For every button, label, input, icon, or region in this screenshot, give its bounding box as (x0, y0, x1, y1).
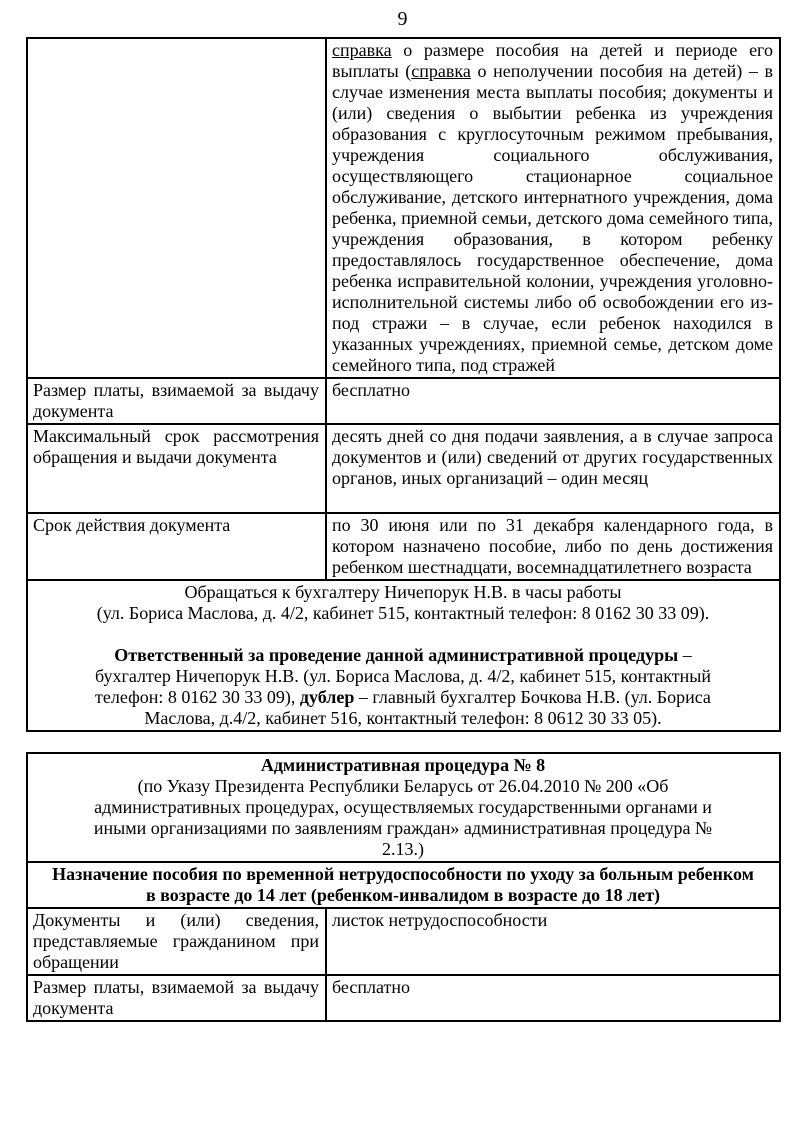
contact-footer-cell (27, 580, 780, 731)
underlined-word: справка (411, 61, 471, 81)
contact-address-line: (ул. Бориса Маслова, д. 4/2, кабинет 515, контактный телефон: 8 0162 30 33 09). (96, 603, 710, 623)
procedure-name: Назначение пособия по временной нетрудоспособности по уходу за больным ребенком в возрасте до 14 лет (ребенком-инвалидом в возрасте до 18 лет) (52, 864, 754, 905)
table-row (27, 424, 780, 513)
row-label-max-term: Максимальный срок рассмотрения обращения и выдачи документа (27, 424, 326, 513)
row-label-validity: Срок действия документа (27, 513, 326, 580)
responsible-label: Ответственный за проведение данной административной процедуры (114, 645, 679, 665)
procedure-7-table (26, 37, 781, 732)
page-number: 9 (397, 8, 408, 30)
table-row (27, 908, 780, 975)
row-value-documents: листок нетрудоспособности (326, 908, 780, 975)
table-row (27, 753, 780, 862)
table-row (27, 513, 780, 580)
row-label-fee: Размер платы, взимаемой за выдачу документа (27, 975, 326, 1021)
blank-line (33, 624, 773, 645)
deputy-label: дублер (299, 687, 355, 707)
table-row (27, 580, 780, 731)
table-row (27, 38, 780, 378)
row-label-fee: Размер платы, взимаемой за выдачу документа (27, 378, 326, 424)
table-row (27, 378, 780, 424)
row-value-fee: бесплатно (326, 975, 780, 1021)
responsible-details: – бухгалтер Ничепорук Н.В. (ул. Бориса Маслова, д. 4/2, кабинет 515, контактный телефон: 8 0162 30 33 09), (95, 645, 711, 707)
row-value-max-term: десять дней со дня подачи заявления, а в случае запроса документов и (или) сведений от других государственных органов, иных организаций – один месяц (326, 424, 780, 513)
deputy-details: – главный бухгалтер Бочкова Н.В. (ул. Бориса Маслова, д.4/2, кабинет 516, контактный телефон: 8 0612 30 33 05). (144, 687, 711, 728)
row-value-documents (326, 38, 780, 378)
responsible-paragraph (79, 645, 727, 729)
table-gap (0, 732, 805, 752)
table-row (27, 862, 780, 908)
procedure-header-cell (27, 753, 780, 862)
procedure-legal-basis: (по Указу Президента Республики Беларусь от 26.04.2010 № 200 «Об административных процедурах, осуществляемых государственными органами и иными организациями по заявлениям граждан» административная процедура № 2.13.) (93, 776, 713, 859)
row-label-empty (27, 38, 326, 378)
row-value-validity: по 30 июня или по 31 декабря календарного года, в котором назначено пособие, либо по день достижения ребенком шестнадцати, восемнадцатилетнего возраста (326, 513, 780, 580)
underlined-word: справка (332, 40, 392, 60)
procedure-name-cell (27, 862, 780, 908)
value-text: о неполучении пособия на детей) – в случае изменения места выплаты пособия; документы и (или) сведения о выбытии ребенка из учреждения образования с круглосуточным режимом пребывания, учреждения социального обслуживания, осуществляющего стационарное социальное обслуживание, детского интернатного учреждения, дома ребенка, приемной семьи, детского дома семейного типа, учреждения образования, в котором ребенку предоставлялось государственное обеспечение, дома ребенка исправительной колонии, учреждения уголовно-исполнительной системы либо об освобождении его из-под стражи – в случае, если ребенок находился в указанных учреждениях, приемной семье, детском доме семейного типа, под стражей (332, 61, 773, 375)
value-text: о размере пособия на детей и периоде его выплаты ( (332, 40, 773, 81)
row-value-fee: бесплатно (326, 378, 780, 424)
procedure-8-table (26, 752, 781, 1022)
row-label-documents: Документы и (или) сведения, представляемые гражданином при обращении (27, 908, 326, 975)
table-row (27, 975, 780, 1021)
procedure-title: Административная процедура № 8 (260, 755, 546, 775)
contact-line: Обращаться к бухгалтеру Ничепорук Н.В. в часы работы (184, 582, 622, 602)
